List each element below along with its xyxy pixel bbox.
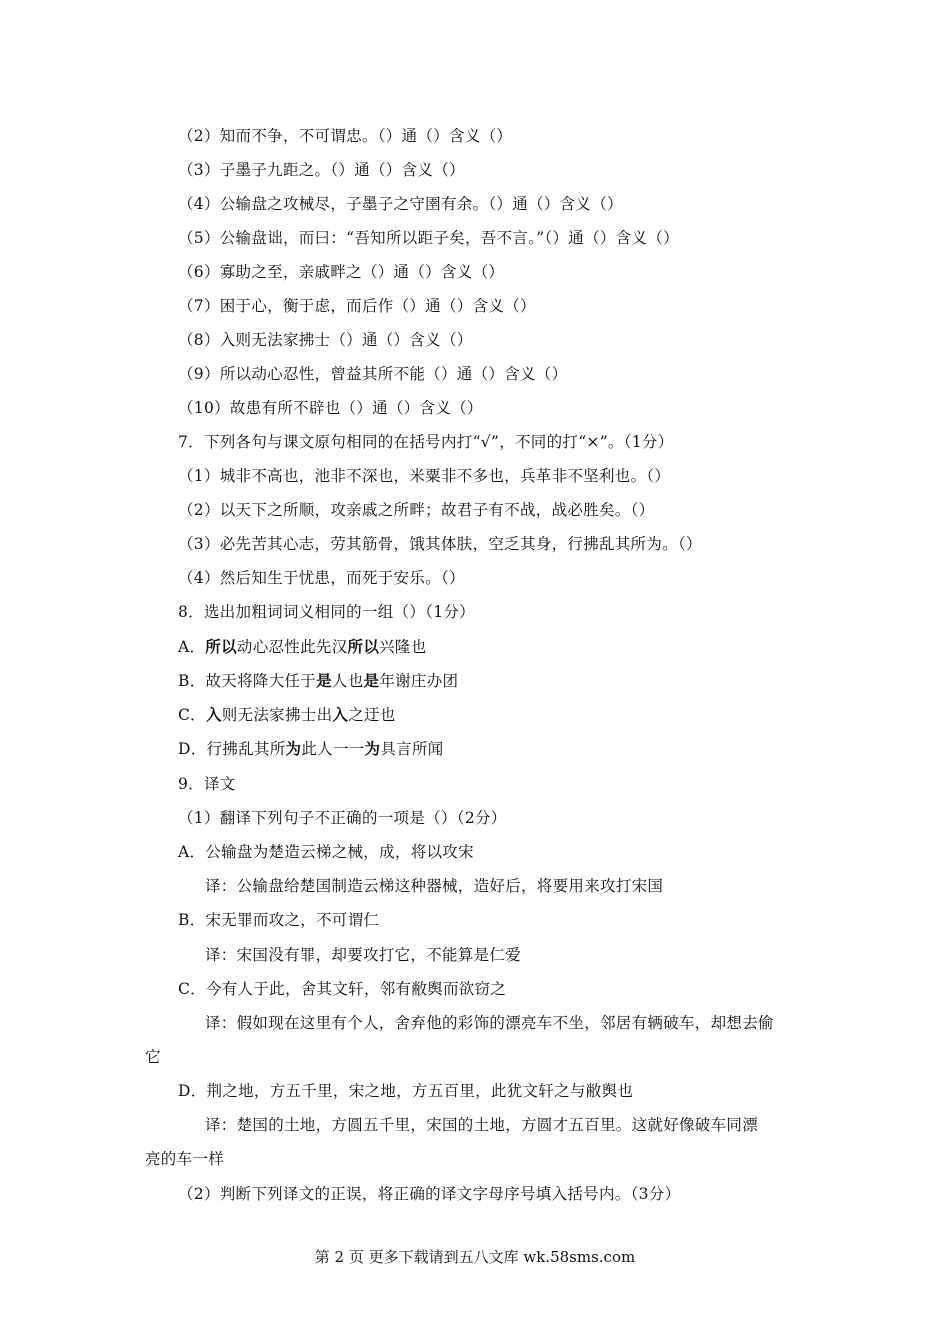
q8-option-d: D．行拂乱其所为此人一一为具言所闻 [178, 739, 444, 758]
q7-item-2: （2）以天下之所顺，攻亲戚之所畔；故君子有不战，战必胜矣。（） [178, 501, 655, 519]
q6-item-10: （10）故患有所不辟也（）通（）含义（） [178, 399, 483, 417]
q6-item-3: （3）子墨子九距之。（）通（）含义（） [178, 161, 465, 179]
q9-option-d-translation: 译：楚国的土地，方圆五千里，宋国的土地，方圆才五百里。这就好像破车同漂 [205, 1116, 759, 1134]
q9-option-c: C．今有人于此，舍其文轩，邻有敝舆而欲窃之 [178, 980, 507, 998]
q6-item-8: （8）入则无法家拂士（）通（）含义（） [178, 331, 473, 349]
q8-option-b: B．故天将降大任于是人也是年谢庄办团 [178, 671, 459, 690]
q8-title: 8．选出加粗词词义相同的一组（）（1分） [178, 603, 475, 621]
q9-option-d-translation-cont: 亮的车一样 [145, 1150, 225, 1168]
q6-item-4: （4）公输盘之攻械尽，子墨子之守圉有余。（）通（）含义（） [178, 195, 623, 213]
q8-option-a: A．所以动心忍性此先汉所以兴隆也 [178, 637, 427, 656]
q7-item-3: （3）必先苦其心志，劳其筋骨，饿其体肤，空乏其身，行拂乱其所为。（） [178, 535, 702, 553]
q9-option-b: B．宋无罪而攻之，不可谓仁 [178, 911, 380, 929]
q9-option-c-translation: 译：假如现在这里有个人，舍弃他的彩饰的漂亮车不坐，邻居有辆破车，却想去偷 [205, 1014, 774, 1032]
q9-option-c-translation-cont: 它 [145, 1048, 161, 1066]
q9-option-a: A．公输盘为楚造云梯之械，成，将以攻宋 [178, 843, 474, 861]
q6-item-6: （6）寡助之至，亲戚畔之（）通（）含义（） [178, 263, 505, 281]
q6-item-2: （2）知而不争，不可谓忠。（）通（）含义（） [178, 127, 513, 145]
q9-title: 9．译文 [178, 775, 236, 793]
q9-option-b-translation: 译：宋国没有罪，却要攻打它，不能算是仁爱 [205, 946, 522, 964]
q7-item-1: （1）城非不高也，池非不深也，米粟非不多也，兵革非不坚利也。（） [178, 467, 671, 485]
q9-option-d: D．荆之地，方五千里，宋之地，方五百里，此犹文轩之与敝舆也 [178, 1082, 634, 1100]
q7-title: 7．下列各句与课文原句相同的在括号内打“√”，不同的打“×”。（1分） [178, 433, 674, 451]
q6-item-9: （9）所以动心忍性，曾益其所不能（）通（）含义（） [178, 365, 568, 383]
q8-option-c: C．入则无法家拂士出入之迂也 [178, 705, 396, 724]
page-footer: 第 2 页 更多下载请到五八文库 wk.58sms.com [314, 1248, 636, 1266]
q6-item-7: （7）困于心，衡于虑，而后作（）通（）含义（） [178, 297, 536, 315]
q9-sub1: （1）翻译下列句子不正确的一项是（）（2分） [178, 809, 507, 827]
q6-item-5: （5）公输盘诎，而曰：“吾知所以距子矣，吾不言。”（）通（）含义（） [178, 229, 679, 247]
q9-option-a-translation: 译：公输盘给楚国制造云梯这种器械，造好后，将要用来攻打宋国 [205, 877, 664, 895]
q7-item-4: （4）然后知生于忧患，而死于安乐。（） [178, 569, 465, 587]
q9-sub2: （2）判断下列译文的正误，将正确的译文字母序号填入括号内。（3分） [178, 1185, 681, 1203]
